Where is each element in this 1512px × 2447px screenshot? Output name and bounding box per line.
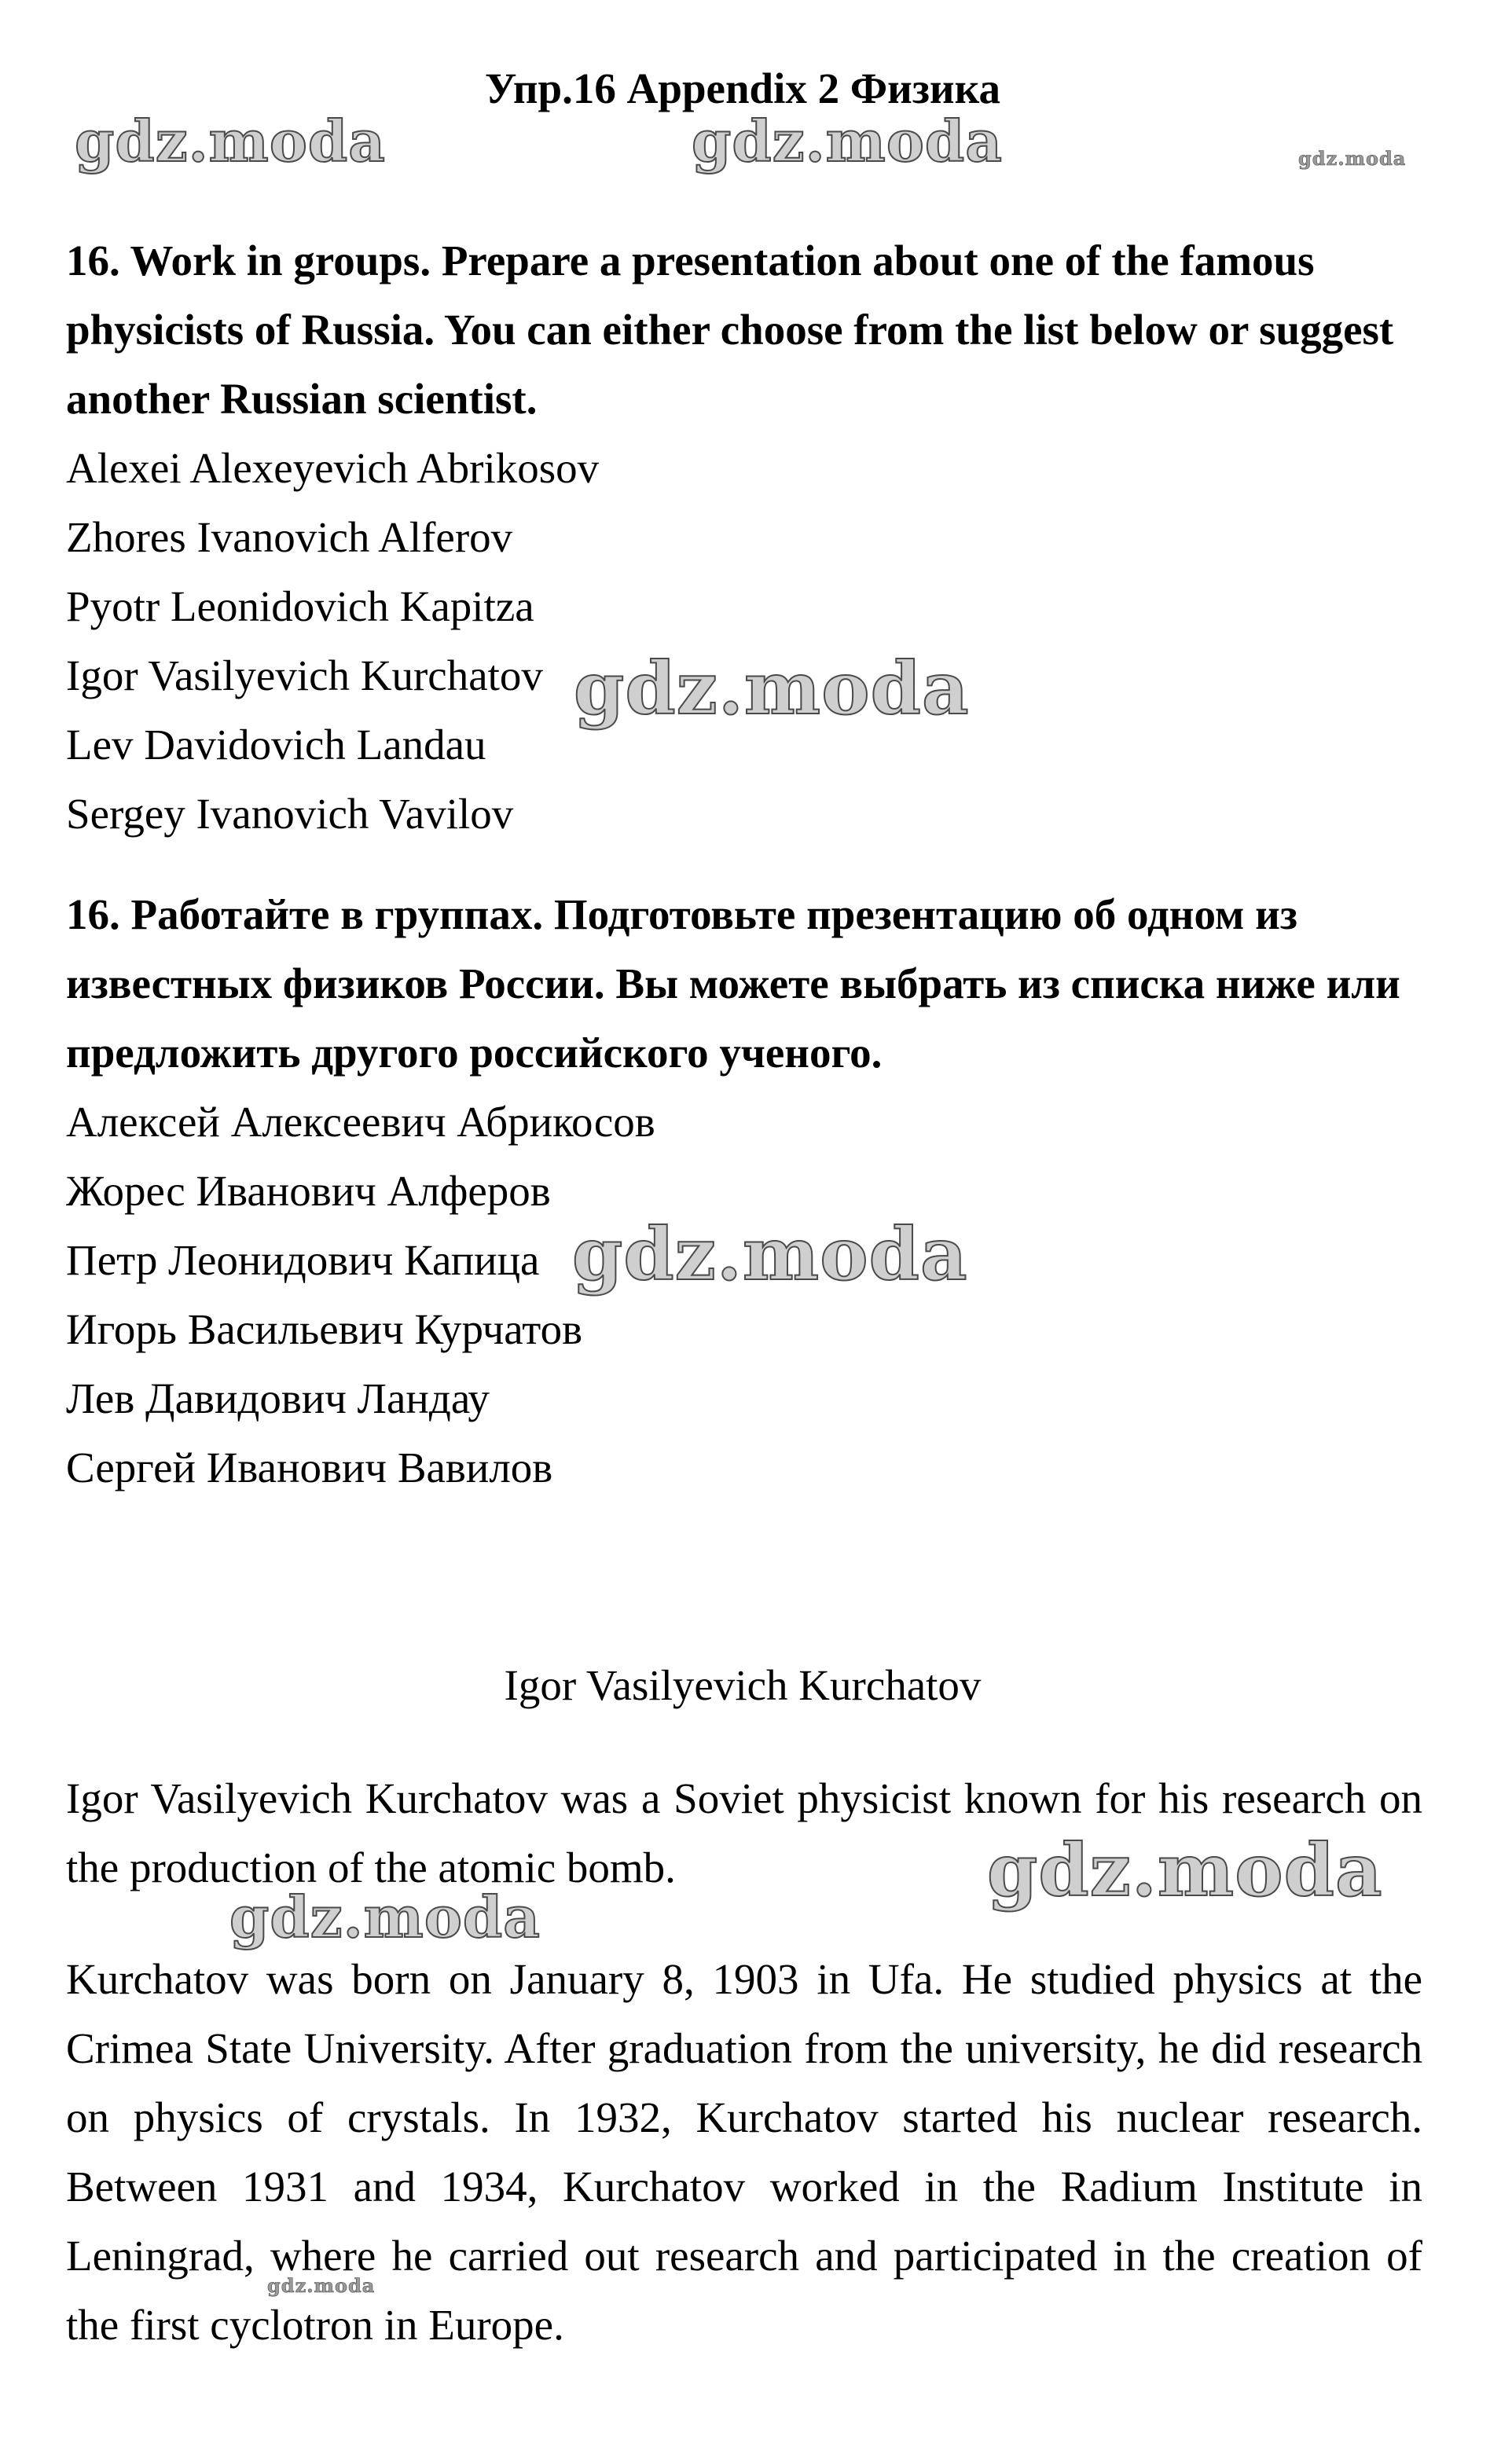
english-name-2: Zhores Ivanovich Alferov xyxy=(66,513,513,561)
watermark-logo: gdz.moda xyxy=(692,108,1003,174)
russian-section xyxy=(66,880,1422,1502)
watermark-logo: gdz.moda xyxy=(572,1212,968,1297)
russian-name-3: Петр Леонидович Капица xyxy=(66,1236,540,1284)
russian-name-4: Игорь Васильевич Курчатов xyxy=(66,1305,583,1353)
essay-paragraph-2: Kurchatov was born on January 8, 1903 in Ufa. He studied physics at the Crimea State University. After graduation from the university, he did research on physics of crystals. In 1932, Kurchatov started his nuclear research. Between 1931 and 1934, Kurchatov worked in the Radium Institute in Leningrad, where he carried out research and participated in the creation of the first cyclotron in Europe. xyxy=(66,1955,1422,2349)
watermark-logo: gdz.moda xyxy=(267,2274,376,2297)
watermark-logo: gdz.moda xyxy=(987,1828,1383,1913)
russian-name-2: Жорес Иванович Алферов xyxy=(66,1167,551,1215)
essay-heading: Igor Vasilyevich Kurchatov xyxy=(504,1661,982,1709)
essay-paragraph-2-block xyxy=(66,1945,1422,2360)
page-title: Упр.16 Appendix 2 Физика xyxy=(485,64,1000,112)
english-name-3: Pyotr Leonidovich Kapitza xyxy=(66,582,534,630)
english-task: 16. Work in groups. Prepare a presentation about one of the famous physicists of Russia. You can either choose from the list below or suggest another Russian scientist. xyxy=(66,237,1394,423)
watermark-logo: gdz.moda xyxy=(229,1884,541,1950)
russian-name-6: Сергей Иванович Вавилов xyxy=(66,1444,553,1491)
english-name-6: Sergey Ivanovich Vavilov xyxy=(66,790,514,838)
english-name-5: Lev Davidovich Landau xyxy=(66,721,486,769)
english-section xyxy=(66,226,1422,849)
russian-task: 16. Работайте в группах. Подготовьте презентацию об одном из известных физиков России. Вы можете выбрать из списка ниже или предложить другого российского ученого. xyxy=(66,890,1400,1077)
essay-paragraph-1: Igor Vasilyevich Kurchatov was a Soviet physicist known for his research on the production of the atomic bomb. xyxy=(66,1774,1422,1891)
watermark-logo: gdz.moda xyxy=(75,108,386,174)
russian-name-1: Алексей Алексеевич Абрикосов xyxy=(66,1098,655,1146)
watermark-logo: gdz.moda xyxy=(1298,147,1407,170)
russian-name-5: Лев Давидович Ландау xyxy=(66,1374,490,1422)
watermark-logo: gdz.moda xyxy=(574,646,970,731)
english-name-1: Alexei Alexeyevich Abrikosov xyxy=(66,444,600,492)
english-name-4: Igor Vasilyevich Kurchatov xyxy=(66,651,543,699)
